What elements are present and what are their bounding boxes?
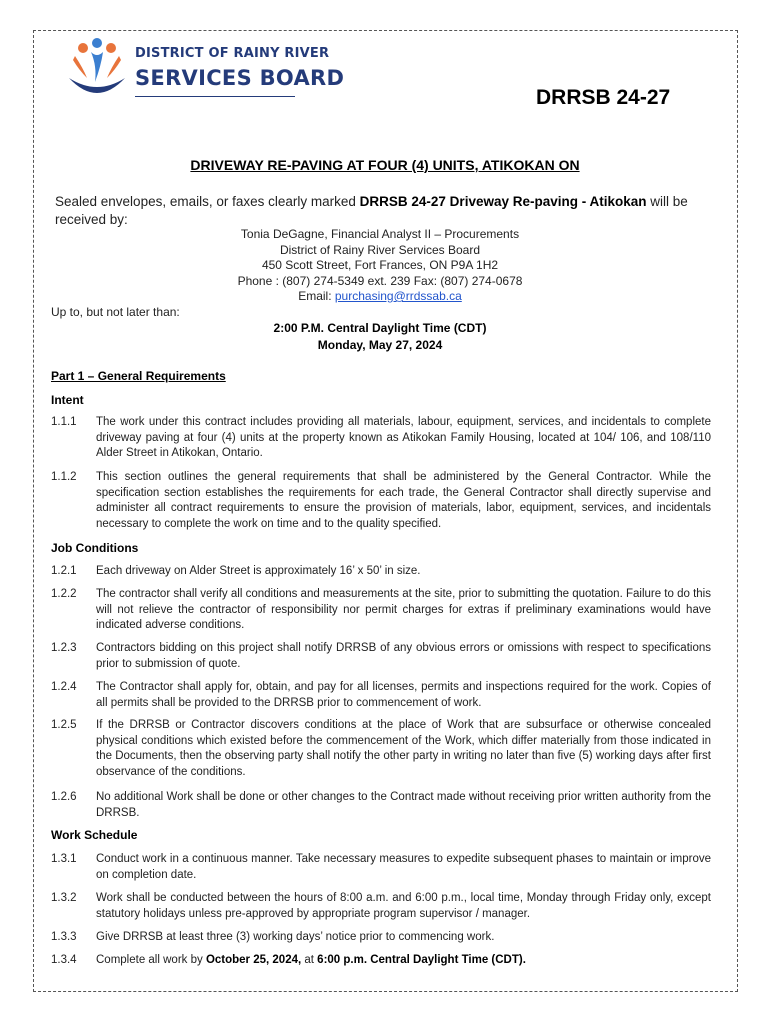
contact-phone: Phone : (807) 274-5349 ext. 239 Fax: (807) 274-0678 bbox=[237, 273, 523, 288]
document-title: DRIVEWAY RE-PAVING AT FOUR (4) UNITS, ATIKOKAN ON bbox=[190, 157, 580, 173]
item-text: This section outlines the general requirements that shall be administered by the General Contractor. While the specification section establishes the requirements for each trade, the General Contractor shall directly supervise and administer all contract requirements to ensure the provision of materials, labor, equipment, services, and incidentals necessary to complete the work on time and to the quality specified. bbox=[96, 471, 711, 530]
item-number: 1.2.2 bbox=[51, 588, 77, 600]
contact-org: District of Rainy River Services Board bbox=[279, 242, 481, 257]
item-number: 1.3.1 bbox=[51, 853, 77, 865]
contact-email-label: Email: bbox=[298, 289, 335, 303]
intro-paragraph bbox=[55, 193, 715, 229]
logo-figures-icon bbox=[65, 38, 129, 102]
up-to-label: Up to, but not later than: bbox=[51, 305, 180, 319]
deadline-time: 2:00 P.M. Central Daylight Time (CDT) bbox=[273, 321, 487, 335]
item-number: 1.1.2 bbox=[51, 471, 77, 483]
intro-text-before: Sealed envelopes, emails, or faxes clearly marked bbox=[55, 194, 360, 209]
item-number: 1.2.1 bbox=[51, 565, 77, 577]
item-text: If the DRRSB or Contractor discovers conditions at the place of Work that are subsurface or otherwise concealed physical conditions which existed before the commencement of the Work, which differ materially from those indicated in the Documents, then the observing party shall notify the other party in writing no later than five (5) working days after first observance of the conditions. bbox=[96, 719, 711, 778]
list-item bbox=[51, 680, 711, 711]
item-number: 1.2.5 bbox=[51, 719, 77, 731]
item-text: Contractors bidding on this project shall notify DRRSB of any obvious errors or omissions with respect to specifications prior to submission of quote. bbox=[96, 642, 711, 670]
item-number: 1.3.3 bbox=[51, 931, 77, 943]
intent-heading: Intent bbox=[51, 393, 84, 407]
list-item bbox=[51, 953, 711, 969]
item-number: 1.1.1 bbox=[51, 416, 77, 428]
list-item bbox=[51, 852, 711, 883]
list-item bbox=[51, 415, 711, 462]
contact-email-link[interactable]: purchasing@rrdssab.ca bbox=[334, 289, 462, 303]
work-schedule-heading: Work Schedule bbox=[51, 828, 138, 842]
drrsb-logo bbox=[65, 38, 345, 104]
item-text-part: at bbox=[301, 954, 318, 966]
item-text: The work under this contract includes providing all materials, labour, equipment, services, and incidentals to complete driveway paving at four (4) units at the property known as Atikokan Family Housing, located at 104/ 106, and 108/110 Alder Street in Atikokan, Ontario. bbox=[96, 416, 711, 459]
item-number: 1.3.4 bbox=[51, 954, 77, 966]
contact-name: Tonia DeGagne, Financial Analyst II – Procurements bbox=[240, 227, 520, 241]
item-text: Give DRRSB at least three (3) working days’ notice prior to commencing work. bbox=[96, 931, 495, 943]
intro-text-after: will be received by: bbox=[55, 194, 688, 227]
completion-time: 6:00 p.m. Central Daylight Time (CDT). bbox=[317, 954, 526, 966]
item-text: Each driveway on Alder Street is approximately 16’ x 50’ in size. bbox=[96, 565, 421, 577]
list-item bbox=[51, 718, 711, 780]
item-text: The contractor shall verify all conditions and measurements at the site, prior to submitting the quotation. Failure to do this will not relieve the contractor of responsibility nor permit charges for extras if preliminary examinations would have indicated adverse conditions. bbox=[96, 588, 711, 631]
deadline-block bbox=[180, 320, 580, 353]
contact-block bbox=[180, 227, 580, 305]
part1-heading: Part 1 – General Requirements bbox=[51, 369, 226, 383]
logo-underline bbox=[135, 96, 295, 97]
list-item bbox=[51, 641, 711, 672]
item-text: No additional Work shall be done or other changes to the Contract made without receiving prior written authority from the DRRSB. bbox=[96, 791, 711, 819]
intro-text-bold: DRRSB 24-27 Driveway Re-paving - Atikokan bbox=[359, 194, 647, 209]
list-item bbox=[51, 564, 711, 580]
contact-address: 450 Scott Street, Fort Frances, ON P9A 1H2 bbox=[261, 258, 499, 272]
logo-line2: SERVICES BOARD bbox=[135, 66, 345, 90]
document-number: DRRSB 24-27 bbox=[536, 86, 671, 109]
job-conditions-heading: Job Conditions bbox=[51, 541, 139, 555]
deadline-date: Monday, May 27, 2024 bbox=[317, 337, 443, 352]
completion-date: October 25, 2024, bbox=[205, 954, 302, 966]
list-item bbox=[51, 470, 711, 532]
item-number: 1.2.3 bbox=[51, 642, 77, 654]
item-text: Conduct work in a continuous manner. Take necessary measures to expedite subsequent phases to maintain or improve on completion date. bbox=[96, 853, 711, 881]
list-item bbox=[51, 930, 711, 946]
item-text: The Contractor shall apply for, obtain, and pay for all licenses, permits and inspections required for the work. Copies of all permits shall be provided to the DRRSB prior to commencement of work. bbox=[96, 681, 711, 709]
list-item bbox=[51, 790, 711, 821]
logo-line1: DISTRICT OF RAINY RIVER bbox=[135, 46, 330, 61]
item-text: Work shall be conducted between the hours of 8:00 a.m. and 6:00 p.m., local time, Monday through Friday only, except statutory holidays unless pre-approved by appropriate program supervisor / manager. bbox=[96, 892, 711, 920]
item-number: 1.3.2 bbox=[51, 892, 77, 904]
list-item bbox=[51, 891, 711, 922]
list-item bbox=[51, 587, 711, 634]
item-number: 1.2.4 bbox=[51, 681, 77, 693]
item-number: 1.2.6 bbox=[51, 791, 77, 803]
item-text bbox=[96, 953, 711, 969]
item-text-part: Complete all work by bbox=[96, 954, 206, 966]
contact-email-line bbox=[180, 289, 580, 305]
